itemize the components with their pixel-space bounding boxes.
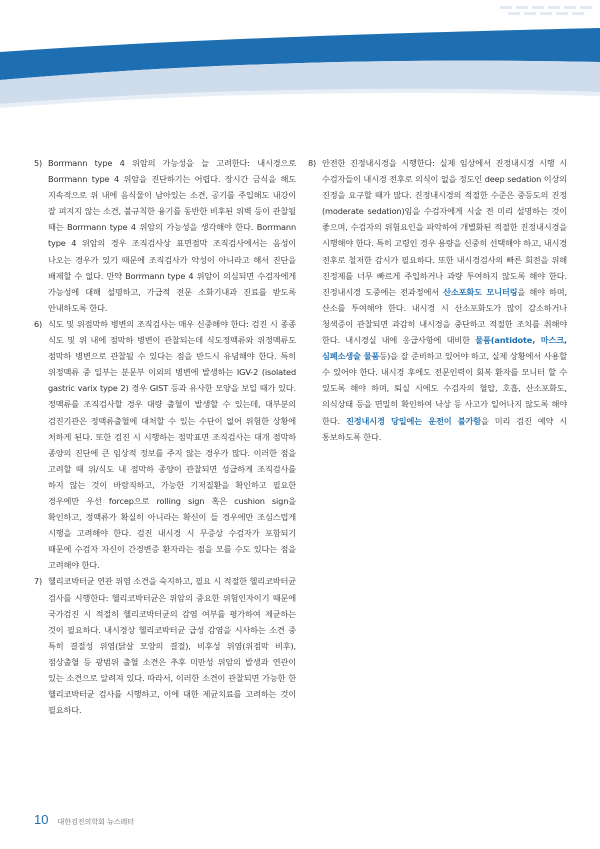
header-decoration bbox=[0, 0, 600, 110]
left-column bbox=[34, 155, 296, 718]
list-item-7 bbox=[34, 573, 296, 718]
text-segment: 을 해야 하며, 산소를 투여해야 한다. 내시경 시 산소포화도가 많이 감소하거나 청색증이 관찰되면 과감히 내시경을 중단하고 적절한 조치를 취해야 한다. 내시경실 내에 응급사항에 대비한 bbox=[322, 286, 567, 346]
item-text bbox=[48, 573, 296, 718]
page-footer bbox=[34, 812, 134, 827]
item-number: 5) bbox=[34, 158, 43, 168]
text-segment: Borrmann type 4 위암의 가능성을 늘 고려한다: 내시경으로 Borrmann type 4 위암을 진단하기는 어렵다. 장시간 금식을 해도 지속적으로 위 내에 음식물이 남아있는 소견, 공기를 주입해도 내강이 잘 펴지지 않는 소견, 불규칙한 융기를 동반한 비후된 위벽 등이 관찰될 때는 Borrmann type 4 위암의 가능성을 생각해야 한다. Borrmann type 4 위암의 경우 조직검사상 표면점막 조직검사에서는 음성이 나오는 경우가 있기 때문에 조직검사가 악성이 아니라고 해서 진단을 배제할 수 없다. 만약 Borrmann type 4 위암이 의심되면 수검자에게 가능성에 대해 설명하고, 가급적 전문 소화기내과 진료를 받도록 안내하도록 한다. bbox=[48, 158, 296, 313]
text-segment: 헬리코박터균 연관 위염 소견을 숙지하고, 필요 시 적절한 헬리코박터균 검사를 시행한다: 헬리코박터균은 위암의 중요한 위험인자이기 때문에 국가검진 시 적절히 헬리코박터균의 감염 여부를 평가하여 제균하는 것이 필요하다. 내시경상 헬리코박터균 급성 감염을 시사하는 소견 중 특히 결절성 위염(닭살 모양의 결절), 비후성 위염(위점막 비후), 점상출혈 등 광범위 출혈 소견은 추후 미만성 위암의 발생과 연관이 있는 소견으로 알려져 있다. 따라서, 이러한 소견이 관찰되면 가능한 한 헬리코박터균 검사를 시행하고, 이에 대한 제균치료를 고려하는 것이 필요하다. bbox=[48, 576, 296, 716]
text-segment: 을 미리 검진 예약 시 통보하도록 한다. bbox=[322, 415, 567, 442]
item-text bbox=[48, 316, 296, 574]
text-segment: 안전한 진정내시경을 시행한다: 실제 임상에서 진정내시경 시행 시 수검자들이 내시경 전후로 의식이 없을 정도인 deep sedation 이상의 진정을 요구할 때가 많다. 진정내시경의 적절한 수준은 중등도의 진정(moderate sedation)임을 수검자에게 시술 전 미리 설명하는 것이 좋으며, 수검자의 위험요인을 파악하여 개별화된 적절한 진정내시경을 시행해야 한다. 특히 고령인 경우 용량을 신중히 선택해야 하고, 내시경 전후로 철저한 감시가 필요하다. 또한 내시경검사의 빠른 회전을 위해 진정제를 너무 빠르게 주입하거나 과량 투여하지 않도록 해야 한다. 진정내시경 도중에는 전과정에서 bbox=[322, 158, 567, 297]
list-item-6 bbox=[34, 316, 296, 574]
item-text bbox=[48, 155, 296, 316]
item-number: 7) bbox=[34, 576, 43, 587]
highlight-text: 산소포화도 모니터링 bbox=[443, 286, 518, 297]
highlight-text: 진정내시경 당일에는 운전이 불가함 bbox=[345, 415, 482, 426]
text-segment: 등)을 잘 준비하고 있어야 하고, 실제 상황에서 사용할 수 있어야 한다. 내시경 후에도 전문인력이 회복 환자를 모니터 할 수 있도록 해야 하며, 퇴실 시에도 수검자의 혈압, 호흡, 산소포화도, 의식상태 등을 면밀히 확인하여 낙상 등 사고가 일어나지 않도록 해야 한다. bbox=[322, 351, 567, 426]
highlight-text: 물품(antidote, 마스크, 심폐소생술 물품 bbox=[322, 335, 567, 362]
item-number: 6) bbox=[34, 318, 43, 329]
text-segment: 식도 및 위점막하 병변의 조직검사는 매우 신중해야 한다: 검진 시 종종 식도 및 위 내에 점막하 병변이 관찰되는데 식도정맥류와 위정맥류도 점막하 병변으로 관찰될 수 있다는 점을 반드시 유념해야 한다. 특히 위정맥류 중 일부는 분문부 이외의 병변에 발생하는 IGV-2 (isolated gastric varix type 2) 경우 GIST 등과 유사한 모양을 보일 때가 있다. 정맥류를 조직검사할 경우 대량 출혈이 발생할 수 있는데, 대부분의 검진기관은 정맥류출혈에 대처할 수 있는 수단이 없어 위험한 상황에 처하게 된다. 또한 검진 시 시행하는 점막표면 조직검사는 대개 점막하 종양의 진단에 큰 임상적 정보를 주지 않는 경우가 많다. 이러한 점을 고려할 때 위/식도 내 점막하 종양이 관찰되면 성급하게 조직검사를 하지 않는 것이 바람직하고, 가능한 기저질환을 확인하고 필요한 경우에만 우선 forcep으로 rolling sign 혹은 cushion sign을 확인하고, 정맥류가 확실히 아니라는 확신이 들 경우에만 조심스럽게 시행을 고려해야 한다. 검진 내시경 시 무증상 수검자가 포함되기 때문에 수검자 자신이 간경변증 환자라는 점을 모를 수도 있다는 점을 고려해야 한다. bbox=[48, 318, 296, 571]
newsletter-title: 대한검진의학회 뉴스레터 bbox=[57, 818, 135, 826]
item-text bbox=[322, 155, 567, 445]
list-item-8 bbox=[308, 155, 567, 445]
right-column bbox=[308, 155, 567, 445]
item-number: 8) bbox=[308, 158, 317, 168]
list-item-5 bbox=[34, 155, 296, 316]
page-number: 10 bbox=[34, 812, 49, 827]
